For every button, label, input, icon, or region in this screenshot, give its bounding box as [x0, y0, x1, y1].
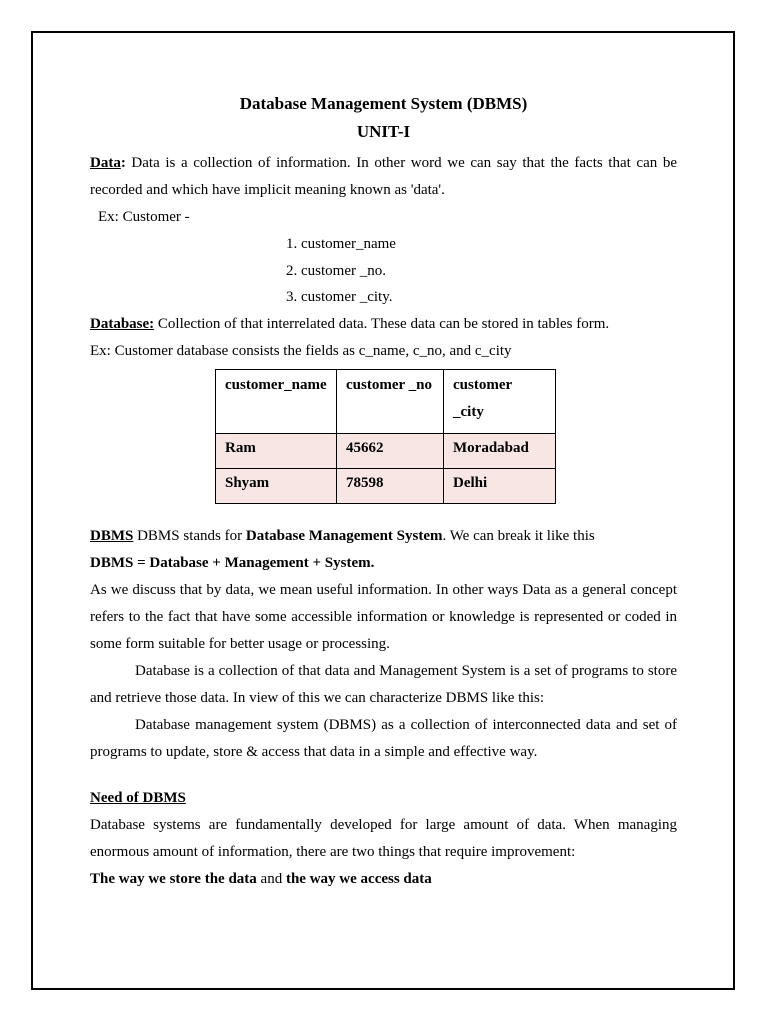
table-header-row [216, 369, 556, 433]
dbms-intro [90, 523, 677, 550]
table-cell: Moradabad [444, 433, 556, 468]
need-paragraph: Database systems are fundamentally developed for large amount of data. When managing enormous amount of information, there are two things that require improvement: [90, 816, 677, 860]
need-summary [90, 866, 677, 893]
table-cell: 78598 [337, 468, 444, 503]
data-colon: : [120, 155, 126, 171]
need-summary-bold-2: the way we access data [285, 870, 432, 887]
list-item: 3. customer _city. [286, 289, 393, 305]
table-row [216, 433, 556, 468]
data-term: Data [90, 155, 121, 171]
customer-fields-list [90, 231, 677, 311]
document-body [90, 90, 677, 893]
dbms-paragraph-3: Database management system (DBMS) as a collection of interconnected data and set of programs to update, store & access that data in a simple and effective way. [90, 716, 677, 760]
dbms-intro-bold: Database Management System [245, 527, 443, 544]
dbms-intro-pre: DBMS stands for [133, 527, 246, 544]
data-example-label: Ex: Customer - [98, 209, 190, 225]
need-heading [90, 785, 677, 812]
table-cell: 45662 [337, 433, 444, 468]
table-cell: Ram [216, 433, 337, 468]
dbms-paragraph-1: As we discuss that by data, we mean useful information. In other ways Data as a general concept refers to the fact that have some accessible information or knowledge is represented or coded in some form suitable for better usage or processing. [90, 581, 677, 652]
table-cell: Shyam [216, 468, 337, 503]
database-example: Ex: Customer database consists the fields as c_name, c_no, and c_city [90, 342, 512, 359]
database-definition-text: Collection of that interrelated data. These data can be stored in tables form. [154, 315, 610, 332]
data-definition [90, 150, 677, 204]
database-term: Database: [90, 315, 155, 332]
dbms-formula: DBMS = Database + Management + System. [90, 554, 375, 571]
unit-heading: UNIT-I [356, 122, 411, 141]
table-row [216, 468, 556, 503]
dbms-term: DBMS [90, 527, 134, 544]
dbms-paragraph-2: Database is a collection of that data and Management System is a set of programs to store and retrieve those data. In view of this we can characterize DBMS like this: [90, 662, 677, 706]
table-header-cell: customer_name [216, 369, 337, 433]
spacer [90, 504, 677, 523]
document-title: Database Management System (DBMS) [239, 94, 528, 113]
customer-table [215, 369, 556, 504]
need-summary-mid: and [256, 870, 286, 887]
need-heading-text: Need of DBMS [90, 789, 186, 806]
dbms-intro-post: . We can break it like this [442, 527, 595, 544]
table-header-cell: customer _no [337, 369, 444, 433]
table-cell: Delhi [444, 468, 556, 503]
data-definition-text: Data is a collection of information. In other word we can say that the facts that can be recorded and which have implicit meaning known as 'data'. [90, 155, 677, 198]
database-definition [90, 311, 677, 338]
list-item: 1. customer_name [286, 236, 396, 252]
need-summary-bold-1: The way we store the data [90, 870, 257, 887]
spacer [90, 766, 677, 785]
list-item: 2. customer _no. [286, 262, 386, 279]
table-header-cell: customer _city [444, 369, 556, 433]
